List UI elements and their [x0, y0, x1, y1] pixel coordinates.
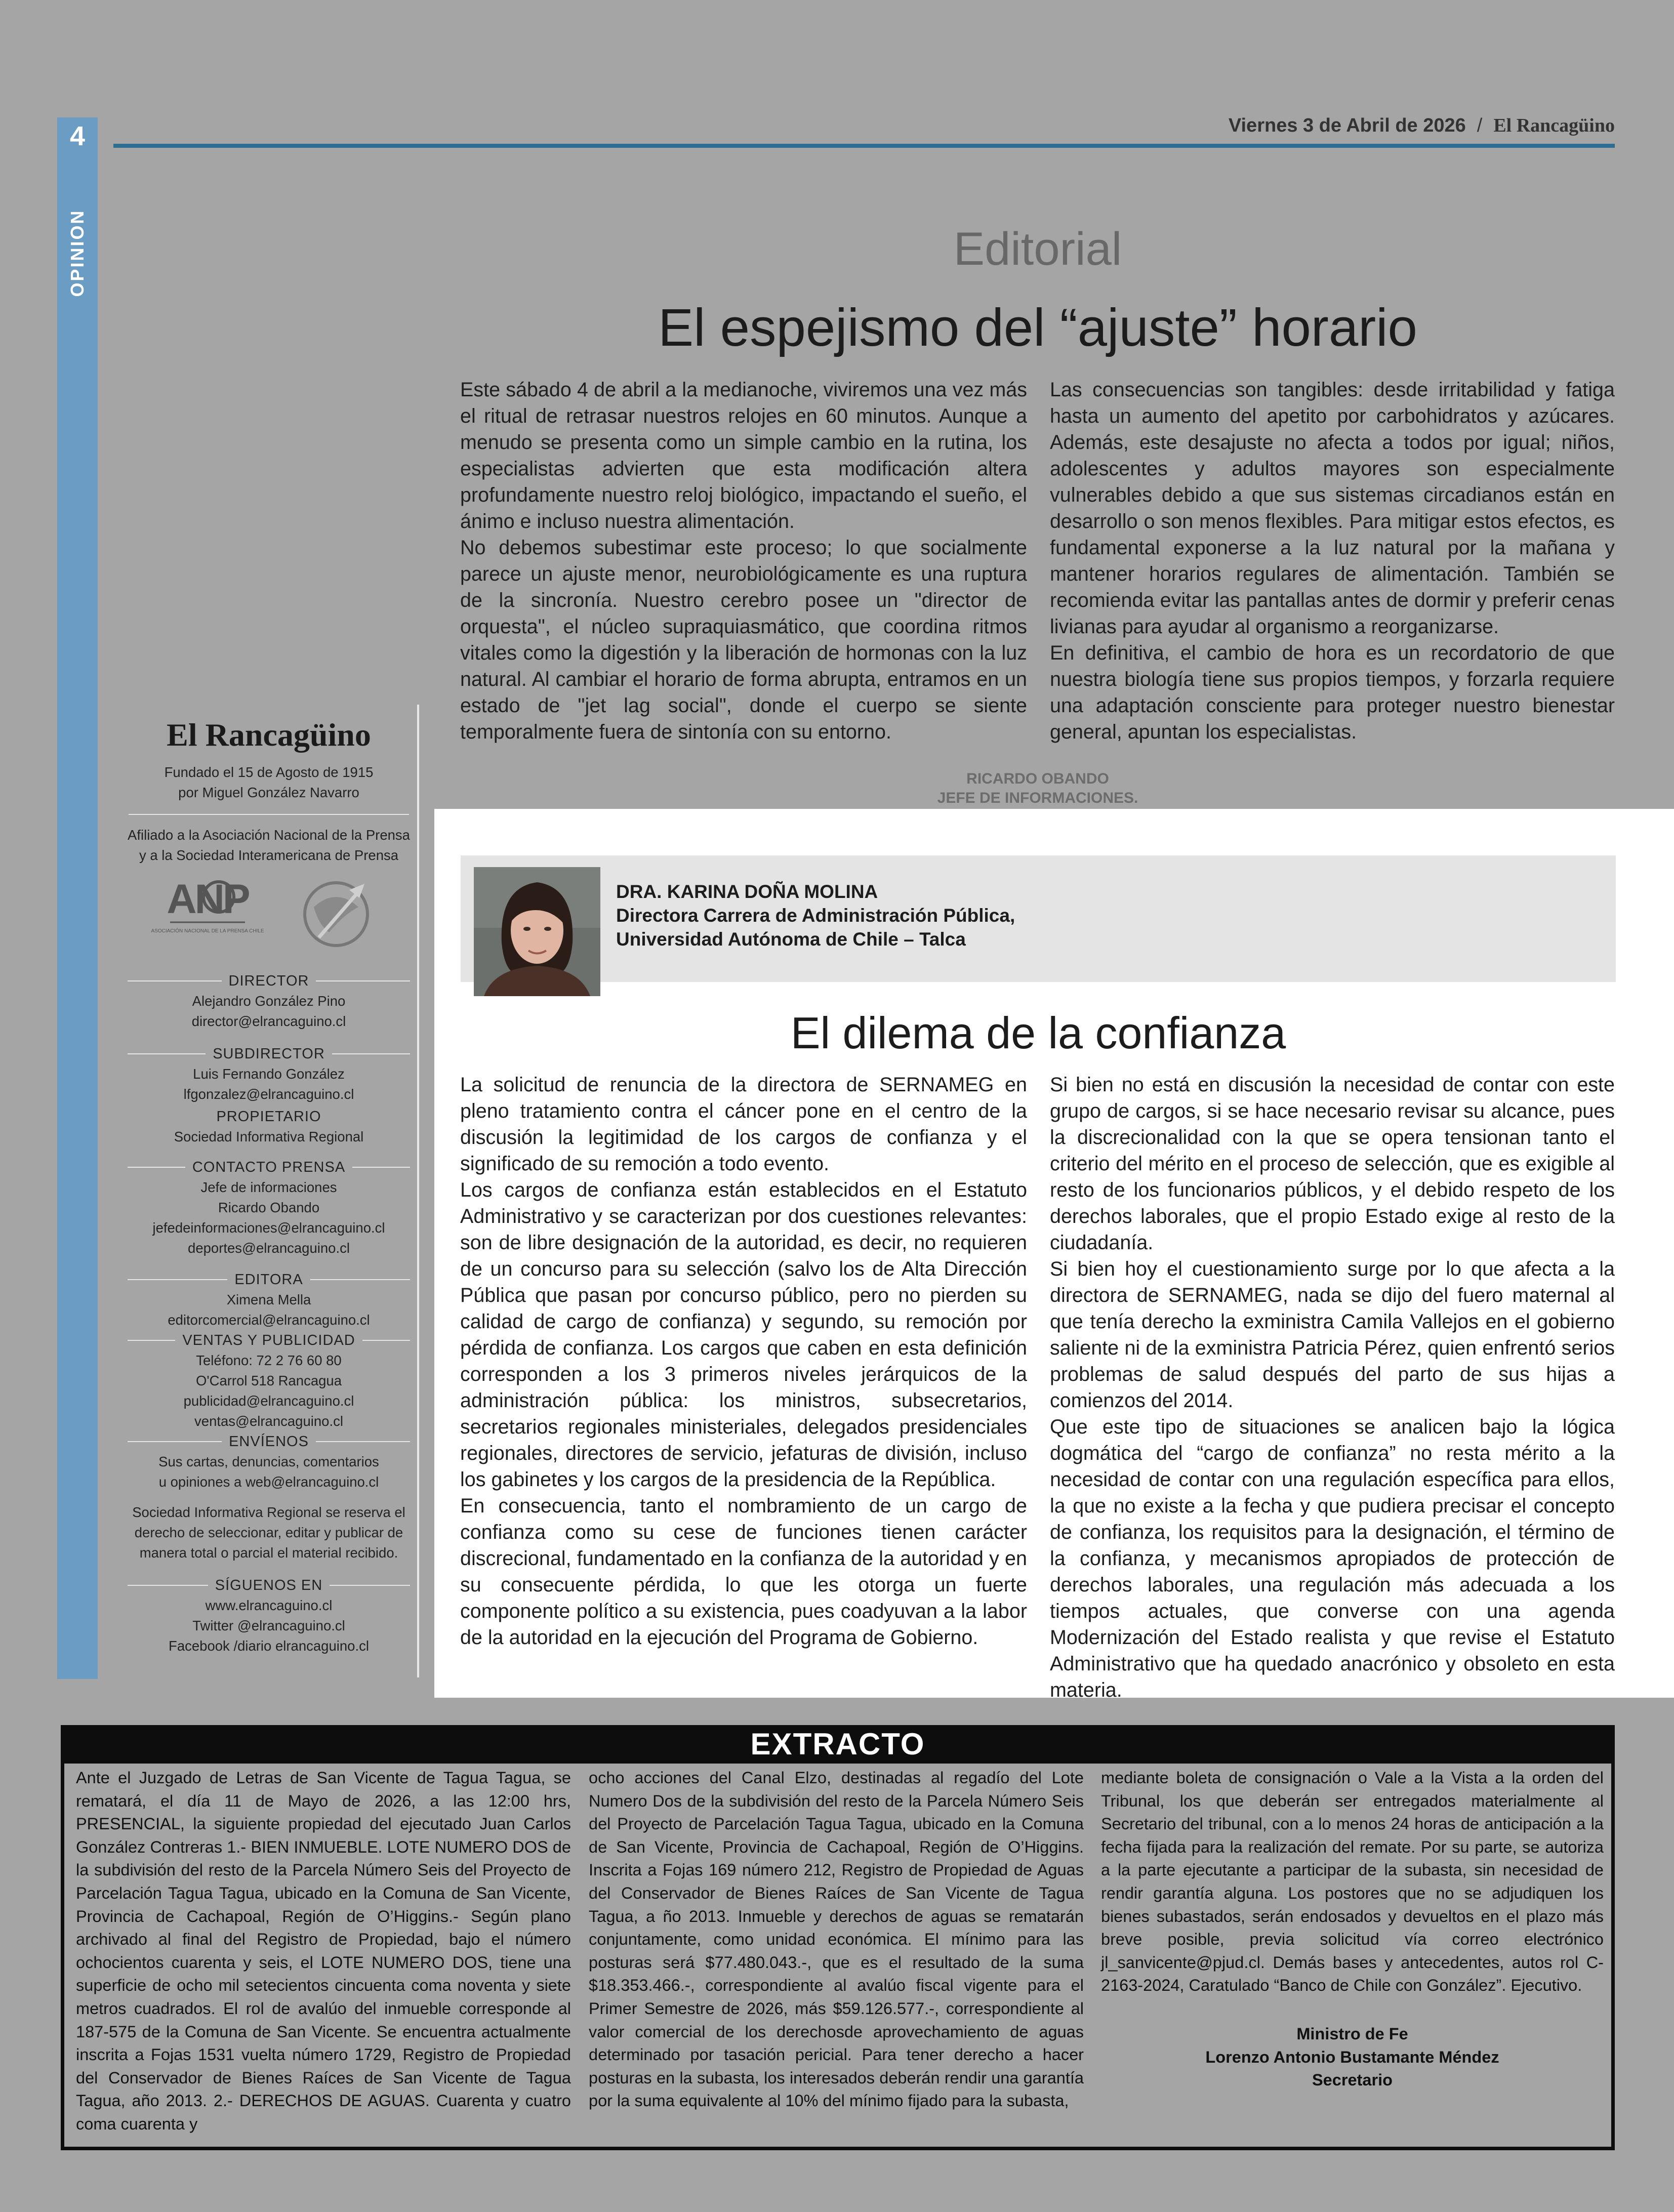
section-heading: PROPIETARIO — [216, 1109, 321, 1125]
association-logos — [120, 869, 417, 965]
paragraph: Si bien no está en discusión la necesidad de contar con este grupo de cargos, si se hace necesario revisar su alcance, pues la discrecionalidad con la que se opera tensionan tanto el criterio del mérito en el proceso de selección, que es exigible al resto de los funcionarios públicos, y el debido respeto de los derechos laborales, que el propio Estado exige al resto de la ciudadanía. — [1050, 1074, 1615, 1254]
author-name: DRA. KARINA DOÑA MOLINA — [616, 881, 878, 902]
author-role: Directora Carrera de Administración Pública, — [616, 905, 1015, 926]
byline-name: RICARDO OBANDO — [966, 770, 1109, 787]
masthead-disclaimer: Sociedad Informativa Regional se reserva el derecho de seleccionar, editar y publicar de manera total o parcial el material recibido. — [132, 1504, 405, 1561]
masthead-owner: PROPIETARIO Sociedad Informativa Regional — [120, 1107, 417, 1147]
facebook-link[interactable]: Facebook /diario elrancaguino.cl — [169, 1638, 369, 1654]
legal-notice-column-2: ocho acciones del Canal Elzo, destinadas al regadío del Lote Numero Dos de la subdivisión del resto de la Parcela Número Seis del Proyecto de Parcelación Tagua Tagua, ubicado en la Comuna de San Vicente, Provincia de Cachapoal, Región de O’Higgins. Inscrita a Fojas 169 número 212, Registro de Propiedad de Aguas del Conservador de Bienes Raíces de San Vicente de Tagua Tagua, a ño 2013. Inmueble y derechos de aguas se rematarán conjuntamente, como unidad económica. El mínimo para las posturas será $77.480.043.-, que es el resultado de la suma $18.353.466.-, correspondiente al avalúo fiscal vigente para el Primer Semestre de 2026, más $59.126.577.-, correspondiente al valor comercial de los derechosde aprovechamiento de aguas determinado por tasación pericial. Para tener derecho a hacer posturas en la subasta, los interesados deberán rendir una garantía por la suma equivalente al 10% del mínimo fijado para la subasta, — [589, 1769, 1084, 2110]
sip-globe-logo — [299, 877, 374, 952]
section-heading: SUBDIRECTOR — [120, 1044, 417, 1064]
paragraph: Las consecuencias son tangibles: desde irritabilidad y fatiga hasta un aumento del apetito por carbohidratos y azúcares. Además, este desajuste no afecta a todos por igual; niños, adolescentes y adultos mayores son especialmente vulnerables debido a que sus sistemas circadianos están en desarrollo o son menos flexibles. Para mitigar estos efectos, es fundamental exponerse a la luz natural por la mañana y mantener horarios regulares de alimentación. También se recomienda evitar las pantallas antes de dormir y preferir cenas livianas para ayudar al organismo a reorganizarse. — [1050, 379, 1615, 638]
page-side-bar — [57, 117, 98, 1679]
editorial-byline — [886, 769, 1190, 808]
anp-logo-subtitle: ASOCIACIÓN NACIONAL DE LA PRENSA CHILE — [151, 928, 264, 934]
masthead-editor: EDITORA Ximena Mella editorcomercial@elrancaguino.cl — [120, 1269, 417, 1330]
twitter-link[interactable]: Twitter @elrancaguino.cl — [192, 1618, 345, 1633]
masthead-founded: Fundado el 15 de Agosto de 1915 por Miguel González Navarro — [164, 764, 374, 800]
section-label: OPINION — [67, 209, 88, 297]
divider — [129, 814, 409, 815]
paragraph: No debemos subestimar este proceso; lo que socialmente parece un ajuste menor, neurobiológicamente es una ruptura de la sincronía. Nuestro cerebro posee un "director de orquesta", el núcleo supraquiasmático, que coordina ritmos vitales como la digestión y la liberación de hormonas con la luz natural. Al cambiar el horario de forma abrupta, entramos en un estado de "jet lag social", donde el cuerpo se siente temporalmente fuera de sintonía con su entorno. — [460, 537, 1027, 743]
author-photo — [474, 867, 600, 996]
editorial-column-1 — [460, 377, 1027, 745]
author-portrait-image — [474, 867, 600, 996]
paragraph: Este sábado 4 de abril a la medianoche, viviremos una vez más el ritual de retrasar nuestros relojes en 60 minutos. Aunque a menudo se presenta como un simple cambio en la rutina, los especialistas advierten que esta modificación altera profundamente nuestro reloj biológico, impactando el sueño, el ánimo e incluso nuestra alimentación. — [460, 379, 1027, 532]
section-heading: ENVÍENOS — [120, 1431, 417, 1452]
issue-date: Viernes 3 de Abril de 2026 — [1228, 115, 1466, 136]
oped-column-2 — [1050, 1072, 1615, 1703]
legal-notice-signature: Ministro de Fe Lorenzo Antonio Bustamante Méndez Secretario — [1205, 2024, 1499, 2090]
editorial-column-2 — [1050, 377, 1615, 745]
byline-role: JEFE DE INFORMACIONES. — [937, 790, 1138, 806]
masthead-affiliation: Afiliado a la Asociación Nacional de la Prensa y a la Sociedad Interamericana de Prensa — [128, 827, 410, 863]
paragraph: Que este tipo de situaciones se analicen bajo la lógica dogmática del “cargo de confianza” no resta mérito a la necesidad de contar con una regulación específica para ellos, la que no existe a la fecha y que pudiera precisar el concepto de confianza, los requisitos para la designación, el término de la confianza, y mecanismos apropiados de protección de derechos laborales, una regulación más adecuada a los tiempos actuales, que converse con una agenda Modernización del Estado realista y que revise el Estatuto Administrativo que ha quedado anacrónico y obsoleto en esta materia. — [1050, 1416, 1615, 1701]
masthead-subdirector: SUBDIRECTOR Luis Fernando González lfgonzalez@elrancaguino.cl — [120, 1044, 417, 1104]
paragraph: En definitiva, el cambio de hora es un recordatorio de que nuestra biología tiene sus propios tiempos, y forzarla requiere una adaptación consciente para proteger nuestro bienestar general, apuntan los especialistas. — [1050, 642, 1615, 743]
header-rule — [113, 144, 1615, 148]
header-separator: / — [1477, 115, 1483, 136]
section-heading: VENTAS Y PUBLICIDAD — [120, 1330, 417, 1350]
masthead — [120, 705, 419, 1677]
publication-name: El Rancagüino — [1493, 115, 1615, 136]
legal-notice-column-3 — [1101, 1767, 1604, 2092]
masthead-director: DIRECTOR Alejandro González Pino director@elrancaguino.cl — [120, 971, 417, 1032]
oped-column-1 — [460, 1072, 1027, 1651]
editorial-kicker: Editorial — [953, 223, 1122, 275]
page-number: 4 — [69, 121, 86, 151]
author-credit — [616, 880, 1015, 951]
paragraph: La solicitud de renuncia de la directora de SERNAMEG en pleno tratamiento contra el cáncer pone en el centro de la discusión la legitimidad de los cargos de confianza y el significado de su remoción a todo evento. — [460, 1074, 1027, 1175]
legal-notice-text: mediante boleta de consignación o Vale a la Vista a la orden del Tribunal, los que deberán ser entregados materialmente al Secretario del tribunal, con a lo menos 24 horas de anticipación a la fecha fijada para la realización del remate. Por su parte, se autoriza a la parte ejecutante a participar de la subasta, sin necesidad de rendir garantía alguna. Los postores que no se adjudiquen los bienes subastados, serán endosados y devueltos en el plazo más breve posible, previa solicitud vía correo electrónico jl_sanvicente@pjud.cl. Demás bases y antecedentes, autos rol C-2163-2024, Caratulado “Banco de Chile con González”. Ejecutivo. — [1101, 1769, 1604, 1995]
paragraph: Los cargos de confianza están establecidos en el Estatuto Administrativo y se caracterizan por dos cuestiones relevantes: son de libre designación de la autoridad, es decir, no requieren de un concurso para su selección (salvo los de Alta Dirección Pública que pasan por concurso público, pero no pierden su calidad de cargo de confianza) y segundo, su remoción por pérdida de confianza. Los cargos que caben en esta definición corresponden a los 3 primeros niveles jerárquicos de la administración pública: los ministros, subsecretarios, secretarios regionales ministeriales, delegados presidenciales regionales, directores de servicio, jefaturas de división, incluso los gabinetes y los cargos de la presidencia de la República. — [460, 1179, 1027, 1491]
anp-logo — [151, 874, 264, 957]
section-heading: EDITORA — [120, 1269, 417, 1290]
masthead-title: El Rancagüino — [167, 717, 371, 753]
section-heading: CONTACTO PRENSA — [120, 1157, 417, 1177]
masthead-follow-us — [120, 1575, 417, 1656]
author-university: Universidad Autónoma de Chile – Talca — [616, 929, 966, 950]
section-heading: SÍGUENOS EN — [120, 1575, 417, 1595]
anp-logo-text: ANP — [167, 876, 249, 922]
paragraph: Si bien hoy el cuestionamiento surge por lo que afecta a la directora de SERNAMEG, nada se dijo del fuero maternal al que tenía derecho la exministra Camila Vallejos en el gobierno saliente ni de la exministra Patricia Pérez, quien enfrentó serios problemas de salud después del parto de sus hijas a comienzos del 2014. — [1050, 1258, 1615, 1412]
header-dateline — [1229, 114, 1615, 137]
masthead-sales: VENTAS Y PUBLICIDAD Teléfono: 72 2 76 60 80 O'Carrol 518 Rancagua publicidad@elrancaguino.cl ventas@elrancaguino.cl — [120, 1330, 417, 1431]
editorial-title: El espejismo del “ajuste” horario — [658, 298, 1417, 357]
legal-notice-title: EXTRACTO — [61, 1725, 1615, 1764]
masthead-send-us: ENVÍENOS Sus cartas, denuncias, comentarios u opiniones a web@elrancaguino.cl — [120, 1431, 417, 1492]
paragraph: En consecuencia, tanto el nombramiento de un cargo de confianza como su cese de funciones tienen carácter discrecional, fundamentado en la confianza de la autoridad y en su consecuente pérdida, lo que les otorga un fuerte componente político a su existencia, pues coadyuvan a la labor de la autoridad en la ejecución del Programa de Gobierno. — [460, 1495, 1027, 1649]
legal-notice-column-1: Ante el Juzgado de Letras de San Vicente de Tagua Tagua, se rematará, el día 11 de Mayo de 2026, a las 12:00 hrs, PRESENCIAL, la siguiente propiedad del ejecutado Juan Carlos González Contreras 1.- BIEN INMUEBLE. LOTE NUMERO DOS de la subdivisión del resto de la Parcela Número Seis del Proyecto de Parcelación Tagua Tagua, ubicado en la Comuna de San Vicente, Provincia de Cachapoal, Región de O’Higgins.- Según plano archivado al final del Registro de Propiedad, bajo el número ochocientos cuarenta y seis, el LOTE NUMERO DOS, tiene una superficie de ocho mil setecientos cincuenta coma noventa y siete metros cuadrados. El rol de avalúo del inmueble corresponde al 187-575 de la Comuna de San Vicente. Se encuentra actualmente inscrita a Fojas 1531 vuelta número 1729, Registro de Propiedad del Conservador de Bienes Raíces de San Vicente de Tagua Tagua, año 2013. 2.- DERECHOS DE AGUAS. Cuarenta y cuatro coma cuarenta y — [76, 1769, 571, 2133]
oped-title: El dilema de la confianza — [790, 1008, 1286, 1058]
masthead-press-contact: CONTACTO PRENSA Jefe de informaciones Ricardo Obando jefedeinformaciones@elrancaguino.cl deportes@elrancaguino.cl — [120, 1157, 417, 1258]
section-heading: DIRECTOR — [120, 971, 417, 991]
website-link[interactable]: www.elrancaguino.cl — [205, 1597, 333, 1613]
